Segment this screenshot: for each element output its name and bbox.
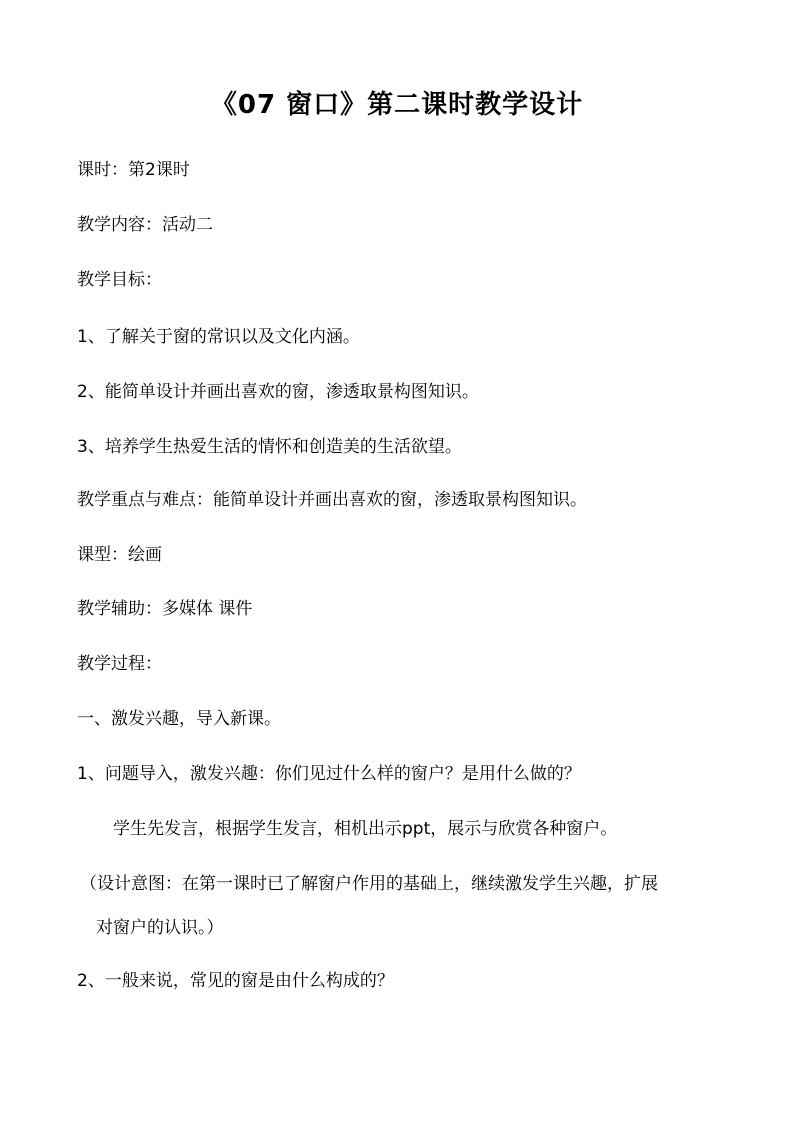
process-step-2: 2、一般来说，常见的窗是由什么构成的？ (77, 971, 394, 991)
document-title: 《07 窗口》第二课时教学设计 (210, 90, 584, 120)
teaching-process-heading: 教学过程： (77, 654, 162, 674)
key-points-difficulties: 教学重点与难点：能简单设计并画出喜欢的窗，渗透取景构图知识。 (77, 490, 587, 510)
student-activity-paragraph: 学生先发言，根据学生发言，相机出示ppt，展示与欣赏各种窗户。 (113, 819, 618, 839)
lesson-type: 课型：绘画 (77, 545, 162, 565)
objective-item-1: 1、了解关于窗的常识以及文化内涵。 (77, 327, 360, 347)
design-intent-line-2: 对窗户的认识。） (96, 918, 224, 938)
teaching-aids: 教学辅助：多媒体 课件 (77, 599, 253, 619)
section-heading-1: 一、激发兴趣，导入新课。 (77, 709, 281, 729)
design-intent-line-1: （设计意图：在第一课时已了解窗户作用的基础上，继续激发学生兴趣，扩展 (80, 874, 658, 894)
teaching-content: 教学内容：活动二 (77, 215, 213, 235)
objective-item-3: 3、培养学生热爱生活的情怀和创造美的生活欲望。 (77, 437, 462, 457)
lesson-period: 课时：第2课时 (77, 160, 190, 180)
teaching-objectives-heading: 教学目标： (77, 270, 162, 290)
objective-item-2: 2、能简单设计并画出喜欢的窗，渗透取景构图知识。 (77, 382, 479, 402)
process-step-1: 1、问题导入，激发兴趣：你们见过什么样的窗户？是用什么做的？ (77, 764, 581, 784)
